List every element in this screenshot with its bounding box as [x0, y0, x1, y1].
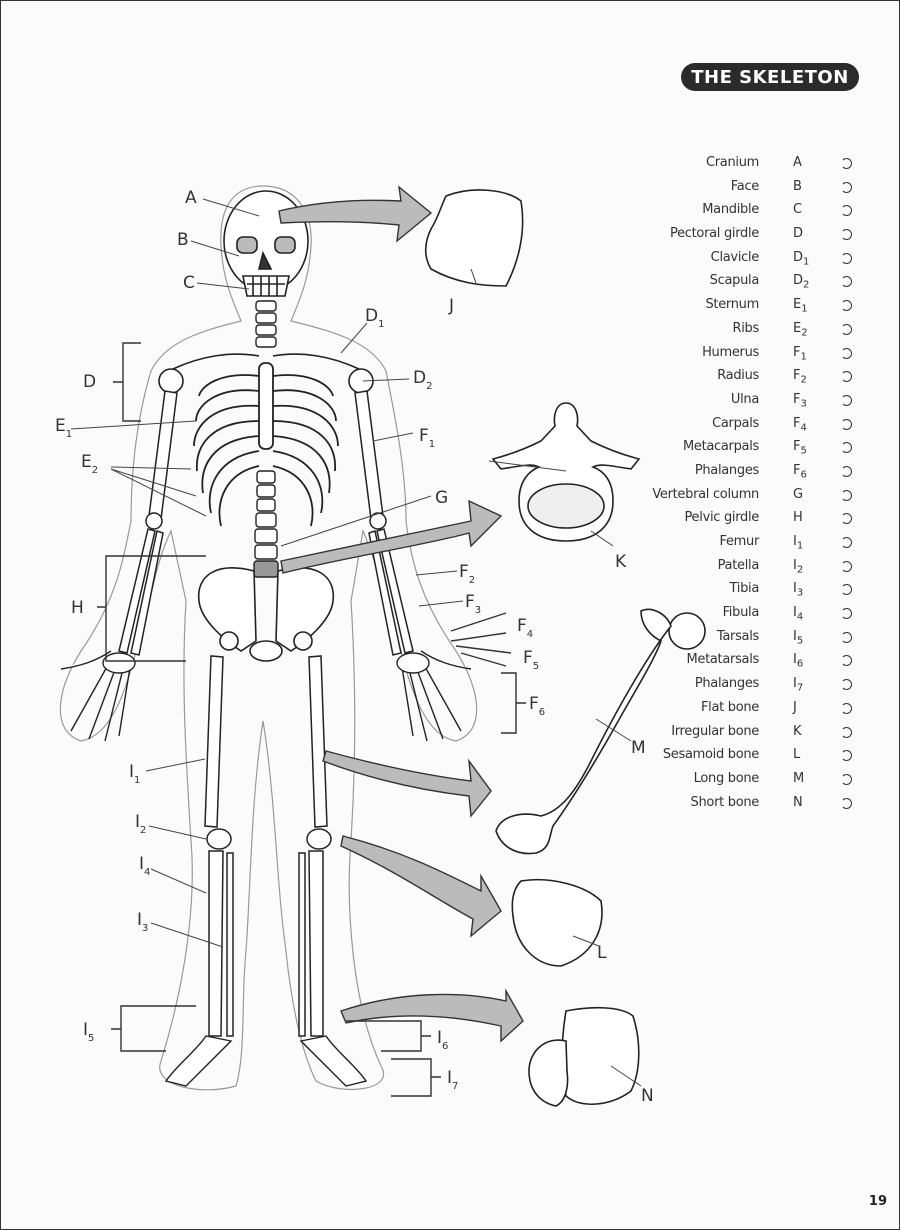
legend-bone-name: Mandible: [702, 202, 759, 218]
legend-letter: $I_5$: [793, 628, 804, 647]
legend-bone-name: Femur: [719, 534, 759, 549]
color-circle-icon[interactable]: [841, 229, 852, 240]
legend-letter: $I_3$: [793, 581, 804, 599]
legend-bone-name: Sternum: [705, 297, 759, 313]
legend-row: [601, 603, 861, 627]
legend-row: [601, 177, 861, 201]
color-circle-icon[interactable]: [841, 158, 852, 169]
legend-row: [601, 508, 861, 532]
color-circle-icon[interactable]: [841, 300, 852, 311]
legend-bone-name: Carpals: [712, 415, 759, 431]
label-I6: $I_6$: [437, 1028, 449, 1052]
label-I7: $I_7$: [447, 1068, 459, 1092]
label-A: A: [185, 188, 197, 208]
skull: [224, 191, 308, 296]
legend-bone-name: Cranium: [705, 155, 759, 170]
color-circle-icon[interactable]: [841, 371, 852, 382]
legend-bone-name: Humerus: [702, 344, 759, 360]
legend-bone-name: Radius: [717, 368, 759, 384]
legend-row: [601, 414, 861, 438]
legend-bone-name: Phalanges: [694, 676, 759, 692]
legend-row: [601, 437, 861, 461]
legend-bone-name: Clavicle: [710, 249, 759, 265]
legend-row: [601, 224, 861, 248]
legend-row: [601, 461, 861, 485]
label-I4: $I_4$: [139, 854, 151, 878]
label-C: C: [183, 273, 195, 293]
color-circle-icon[interactable]: [841, 348, 852, 359]
color-circle-icon[interactable]: [841, 561, 852, 572]
legend-row: [601, 295, 861, 319]
legend-letter: $F_2$: [793, 368, 807, 386]
legend-row: [601, 579, 861, 603]
legend-bone-name: Pectoral girdle: [670, 226, 759, 242]
short-bone: [529, 1008, 639, 1106]
legend-row: [601, 532, 861, 556]
label-I5: $I_5$: [83, 1020, 95, 1044]
color-circle-icon[interactable]: [841, 655, 852, 666]
label-I1: $I_1$: [129, 762, 141, 786]
legend-bone-name: Ribs: [732, 320, 759, 336]
label-F5: $F_5$: [523, 648, 540, 672]
legend-bone-name: Scapula: [709, 273, 759, 289]
label-F4: $F_4$: [517, 616, 534, 640]
legend-letter: $F_4$: [793, 415, 807, 434]
legend-letter: $I_1$: [793, 534, 804, 552]
legend-bone-name: Long bone: [693, 770, 759, 786]
color-circle-icon[interactable]: [841, 276, 852, 287]
sesamoid-bone: [512, 880, 602, 966]
legend-letter: $E_1$: [793, 297, 808, 315]
color-circle-icon[interactable]: [841, 537, 852, 548]
legend-letter: $F_3$: [793, 391, 807, 410]
label-D1: $D_1$: [365, 306, 385, 330]
legend-letter: M: [793, 770, 805, 786]
label-M: M: [631, 738, 646, 758]
legend-bone-name: Vertebral column: [652, 486, 759, 502]
legend-row: [601, 366, 861, 390]
label-H: H: [71, 598, 84, 618]
color-circle-icon[interactable]: [841, 253, 852, 264]
legend-letter: B: [793, 178, 802, 194]
legend-bone-name: Short bone: [690, 794, 759, 810]
color-circle-icon[interactable]: [841, 182, 852, 193]
page-number: 19: [868, 1194, 887, 1209]
label-N: N: [641, 1086, 654, 1106]
legend-row: [601, 674, 861, 698]
legend-row: [601, 745, 861, 769]
legend-letter: $I_2$: [793, 557, 804, 576]
legend-letter: $E_2$: [793, 320, 808, 339]
label-F2: $F_2$: [459, 562, 476, 586]
legend-letter: C: [793, 202, 803, 218]
color-circle-icon[interactable]: [841, 584, 852, 595]
legend-letter: L: [793, 747, 801, 763]
color-circle-icon[interactable]: [841, 750, 852, 761]
label-I3: $I_3$: [137, 910, 149, 934]
color-circle-icon[interactable]: [841, 205, 852, 216]
legend-row: [601, 390, 861, 414]
legend-letter: $I_4$: [793, 605, 804, 623]
color-circle-icon[interactable]: [841, 632, 852, 643]
legend-bone-name: Pelvic girdle: [684, 510, 759, 526]
legend-letter: J: [793, 699, 797, 715]
legend-bone-name: Metacarpals: [682, 439, 759, 455]
color-circle-icon[interactable]: [841, 513, 852, 524]
color-circle-icon[interactable]: [841, 395, 852, 406]
legend-row: [601, 556, 861, 580]
legend-row: [601, 650, 861, 674]
color-circle-icon[interactable]: [841, 419, 852, 430]
label-L: L: [597, 943, 607, 963]
label-F3: $F_3$: [465, 592, 482, 616]
legend-row: [601, 343, 861, 367]
color-circle-icon[interactable]: [841, 727, 852, 738]
legend-row: [601, 698, 861, 722]
label-E1: $E_1$: [55, 416, 73, 440]
legend-letter: G: [793, 486, 804, 502]
label-F1: $F_1$: [419, 426, 436, 450]
legend-letter: $I_6$: [793, 652, 804, 671]
color-circle-icon[interactable]: [841, 798, 852, 809]
color-circle-icon[interactable]: [841, 442, 852, 453]
legend-letter: A: [793, 155, 802, 170]
label-I2: $I_2$: [135, 812, 147, 836]
legend-bone-name: Sesamoid bone: [662, 747, 759, 763]
label-E2: $E_2$: [81, 452, 99, 476]
legend-letter: K: [793, 723, 802, 739]
legend-row: [601, 200, 861, 224]
label-D: D: [83, 372, 97, 392]
color-circle-icon[interactable]: [841, 774, 852, 785]
color-circle-icon[interactable]: [841, 608, 852, 619]
legend-bone-name: Irregular bone: [671, 723, 759, 739]
legend-letter: N: [793, 794, 803, 810]
legend-bone-name: Face: [730, 178, 759, 194]
legend-letter: D: [793, 226, 804, 242]
legend-letter: $F_5$: [793, 439, 807, 457]
label-B: B: [177, 230, 189, 250]
legend-row: [601, 485, 861, 509]
legend-row: [601, 153, 861, 177]
bone-legend: [601, 153, 861, 816]
label-F6: $F_6$: [529, 694, 546, 718]
page-title: THE SKELETON: [681, 63, 859, 91]
legs: [205, 656, 331, 1036]
legend-row: [601, 793, 861, 817]
legend-bone-name: Flat bone: [700, 699, 759, 715]
legend-bone-name: Tibia: [729, 581, 759, 597]
pelvis: [199, 568, 334, 661]
color-circle-icon[interactable]: [841, 324, 852, 335]
legend-bone-name: Fibula: [722, 605, 759, 621]
legend-letter: $D_2$: [793, 273, 810, 292]
color-circle-icon[interactable]: [841, 703, 852, 714]
legend-bone-name: Phalanges: [694, 462, 759, 478]
legend-bone-name: Ulna: [730, 391, 759, 407]
label-G: G: [435, 488, 449, 508]
legend-bone-name: Patella: [717, 557, 759, 573]
flat-bone: [426, 190, 523, 286]
legend-row: [601, 627, 861, 651]
legend-letter: $D_1$: [793, 249, 810, 268]
legend-row: [601, 319, 861, 343]
legend-letter: $I_7$: [793, 676, 804, 694]
legend-row: [601, 722, 861, 746]
legend-letter: $F_1$: [793, 344, 807, 363]
legend-bone-name: Tarsals: [716, 628, 759, 644]
label-D2: $D_2$: [413, 368, 433, 392]
legend-bone-name: Metatarsals: [686, 652, 759, 668]
color-circle-icon[interactable]: [841, 679, 852, 690]
color-circle-icon[interactable]: [841, 490, 852, 501]
legend-letter: H: [793, 510, 803, 526]
legend-row: [601, 271, 861, 295]
legend-row: [601, 248, 861, 272]
legend-row: [601, 769, 861, 793]
label-J: J: [449, 296, 455, 316]
feet: [166, 1036, 366, 1086]
legend-letter: $F_6$: [793, 462, 807, 481]
label-K: K: [615, 552, 627, 572]
color-circle-icon[interactable]: [841, 466, 852, 477]
